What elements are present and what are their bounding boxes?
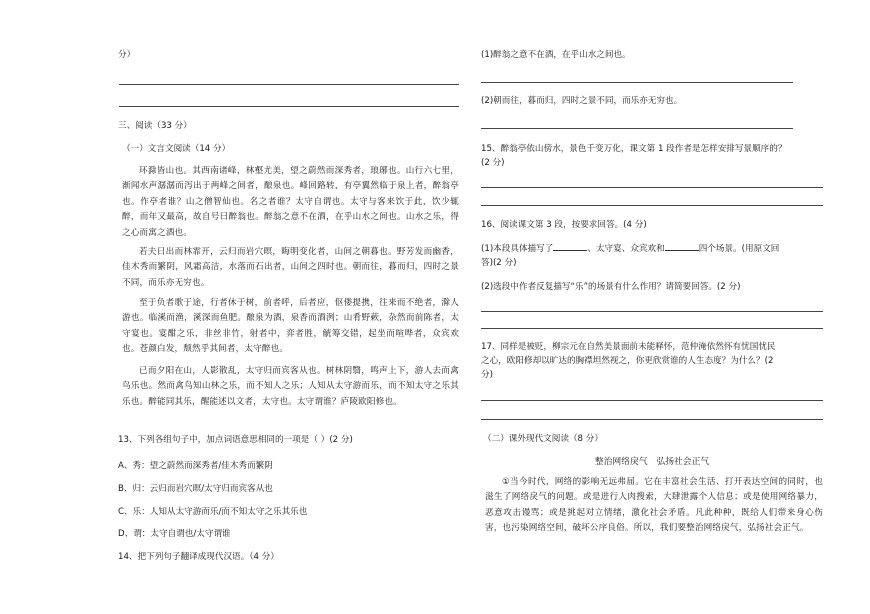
- question-16: 16、阅读课文第 3 段，按要求回答。(4 分): [481, 220, 647, 230]
- question-14: 14、把下列句子翻译成现代汉语。（4 分）: [118, 552, 279, 562]
- option-c[interactable]: C、乐：人知从太守游而乐/而不知太守之乐其乐也: [118, 507, 308, 517]
- question-17: 17、同样是被贬，柳宗元在自然美景面前未能释怀，范仲淹依然怀有忧国忧民: [481, 342, 776, 352]
- section-title-reading: 三、阅读（33 分）: [118, 121, 192, 131]
- question-16-item-1-suffix: 四个场景。(用原文回: [698, 244, 780, 254]
- answer-line[interactable]: [481, 400, 823, 401]
- answer-line[interactable]: [481, 311, 823, 312]
- answer-line[interactable]: [481, 328, 823, 329]
- question-15-score: (2 分): [481, 158, 505, 168]
- question-14-item-1: (1)醉翁之意不在酒，在乎山水之间也。: [481, 50, 631, 60]
- question-fragment: 分）: [118, 50, 136, 60]
- fill-blank-2[interactable]: [665, 241, 699, 251]
- option-a[interactable]: A、秀：望之蔚然而深秀者/佳木秀而繁阴: [118, 461, 273, 471]
- question-16-item-1-score: 答)(2 分): [481, 258, 517, 268]
- answer-line[interactable]: [481, 205, 823, 206]
- option-d[interactable]: D、谓：太守自谓也/太守谓谁: [118, 529, 231, 539]
- passage-paragraph-1: 环滁皆山也。其西南诸峰，林壑尤美，望之蔚然而深秀者，琅琊也。山行六七里，渐闻水声潺潺而泻出于两峰之间者，酿泉也。峰回路转，有亭翼然临于泉上者，醉翁亭也。作亭者谁？山之僧智仙也。名之者谁？太守自谓也。太守与客来饮于此，饮少辄醉，而年又最高，故自号曰醉翁也。醉翁之意不在酒，在乎山水之间也。山水之乐，得之心而寓之酒也。: [122, 166, 459, 238]
- answer-line[interactable]: [481, 82, 793, 83]
- question-13: 13、下列各组句子中，加点词语意思相同的一项是（ ）(2 分): [118, 435, 353, 445]
- question-14-item-2: (2)朝而往，暮而归，四时之景不同，而乐亦无穷也。: [481, 96, 683, 106]
- answer-line[interactable]: [481, 419, 823, 420]
- question-17-line-3: 分): [481, 370, 493, 380]
- fill-blank-1[interactable]: [553, 241, 587, 251]
- article-title: 整治网络戾气 弘扬社会正气: [594, 457, 710, 467]
- question-17-line-2: 之心，欧阳修却以旷达的胸襟坦然视之，你更欣赏谁的人生态度？为什么？(2: [481, 356, 774, 366]
- question-16-item-1: [481, 241, 779, 256]
- answer-line[interactable]: [119, 84, 459, 85]
- question-16-item-1-middle: 、太守宴、众宾欢和: [587, 244, 665, 254]
- answer-line[interactable]: [481, 128, 793, 129]
- passage-paragraph-3: 至于负者歌于途，行者休于树，前者呼，后者应，伛偻提携，往来而不绝者，滁人游也。临溪而渔，溪深而鱼肥。酿泉为酒，泉香而酒洌；山肴野蔌，杂然而前陈者，太守宴也。宴酣之乐，非丝非竹，射者中，弈者胜，觥筹交错，起坐而喧哗者，众宾欢也。苍颜白发，颓然乎其间者，太守醉也。: [122, 298, 459, 355]
- question-16-item-2: (2)选段中作者反复描写“乐”的场景有什么作用？请简要回答。(2 分): [481, 282, 741, 292]
- question-15: 15、醉翁亭依山傍水，景色千变万化，课文第 1 段作者是怎样安排写景顺序的？: [481, 144, 787, 154]
- subsection-title-classical: （一）文言文阅读（14 分）: [122, 144, 231, 154]
- question-16-item-1-prefix: (1)本段具体描写了: [481, 244, 554, 254]
- answer-line[interactable]: [481, 187, 823, 188]
- passage-paragraph-2: 若夫日出而林霏开，云归而岩穴暝，晦明变化者，山间之朝暮也。野芳发而幽香，佳木秀而繁阴，风霜高洁，水落而石出者，山间之四时也。朝而往，暮而归，四时之景不同，而乐亦无穷也。: [122, 247, 459, 288]
- option-b[interactable]: B、归：云归而岩穴暝/太守归而宾客从也: [118, 484, 273, 494]
- article-paragraph-1: ①当今时代，网络的影响无远弗届。它在丰富社会生活、打开表达空间的同时，也滋生了网络戾气的问题。或是进行人肉搜索，大肆泄露个人信息；或是使用网络暴力，恶意攻击谩骂；或是挑起对立情绪，激化社会矛盾。凡此种种，既给人们带来身心伤害，也污染网络空间，破坏公序良俗。所以，我们要整治网络戾气，弘扬社会正气。: [485, 477, 823, 534]
- passage-paragraph-4: 已而夕阳在山，人影散乱，太守归而宾客从也。树林阴翳，鸣声上下，游人去而禽鸟乐也。然而禽鸟知山林之乐，而不知人之乐；人知从太守游而乐，而不知太守之乐其乐也。醉能同其乐，醒能述以文者，太守也。太守谓谁？庐陵欧阳修也。: [122, 366, 459, 407]
- subsection-title-modern: （二）课外现代文阅读（8 分）: [483, 434, 603, 444]
- answer-line[interactable]: [119, 106, 459, 107]
